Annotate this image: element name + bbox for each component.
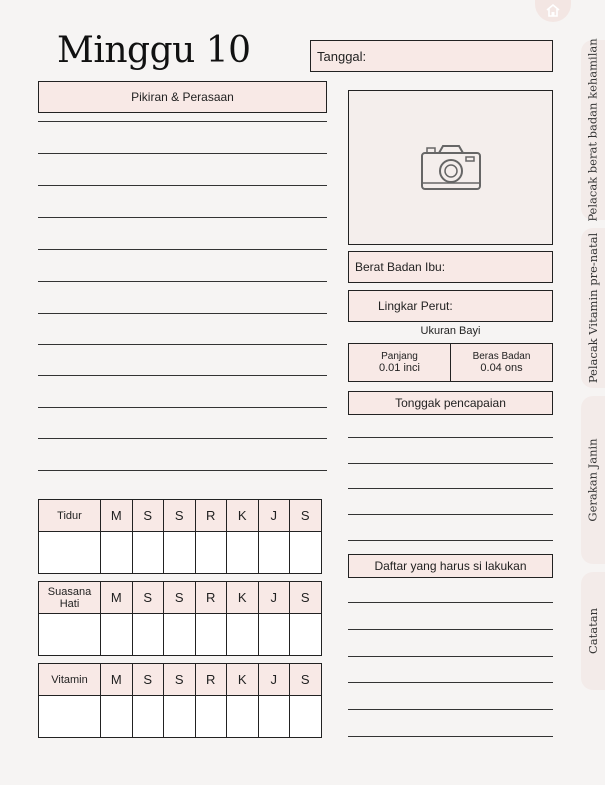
tab-label: Pelacak berat badan kehamilan	[586, 38, 600, 222]
tracker-name: Vitamin	[39, 664, 101, 696]
baby-weight-value: 0.04 ons	[480, 362, 523, 374]
vitamin-tracker	[38, 663, 322, 738]
writing-line	[348, 540, 553, 541]
mood-tracker	[38, 581, 322, 656]
writing-line	[348, 602, 553, 603]
writing-line	[38, 281, 327, 282]
thoughts-header	[38, 81, 327, 113]
writing-line	[38, 153, 327, 154]
tracker-cell[interactable]	[132, 614, 164, 656]
tracker-cell[interactable]	[164, 696, 196, 738]
tracker-cell[interactable]	[195, 532, 227, 574]
tracker-cell[interactable]	[132, 532, 164, 574]
writing-line	[348, 437, 553, 438]
writing-line	[38, 121, 327, 122]
tab-vitamin-tracker[interactable]	[581, 228, 605, 388]
day-label: M	[101, 582, 133, 614]
tracker-cell[interactable]	[258, 532, 290, 574]
writing-line	[38, 249, 327, 250]
tracker-cell[interactable]	[39, 696, 101, 738]
writing-line	[348, 463, 553, 464]
tracker-cell[interactable]	[290, 614, 322, 656]
writing-line	[348, 709, 553, 710]
day-label: S	[164, 582, 196, 614]
day-label: S	[290, 582, 322, 614]
writing-line	[38, 407, 327, 408]
tab-weight-tracker[interactable]	[581, 40, 605, 220]
writing-line	[348, 736, 553, 737]
baby-weight-label: Beras Badan	[472, 351, 531, 362]
writing-line	[38, 375, 327, 376]
day-label: K	[227, 500, 259, 532]
tracker-cell[interactable]	[290, 696, 322, 738]
tracker-cell[interactable]	[290, 532, 322, 574]
tracker-cell[interactable]	[101, 614, 133, 656]
day-label: K	[227, 582, 259, 614]
tracker-cell[interactable]	[258, 696, 290, 738]
day-label: R	[195, 664, 227, 696]
date-field[interactable]	[310, 40, 553, 72]
tracker-cell[interactable]	[132, 696, 164, 738]
tracker-cell[interactable]	[227, 532, 259, 574]
writing-line	[348, 682, 553, 683]
tracker-cell[interactable]	[195, 696, 227, 738]
day-label: K	[227, 664, 259, 696]
writing-line	[38, 438, 327, 439]
day-label: M	[101, 500, 133, 532]
writing-line	[38, 470, 327, 471]
day-label: S	[290, 500, 322, 532]
sleep-tracker	[38, 499, 322, 574]
mother-weight-field[interactable]	[348, 251, 553, 283]
tab-fetal-movement[interactable]	[581, 396, 605, 564]
tracker-cell[interactable]	[195, 614, 227, 656]
photo-box[interactable]	[348, 90, 553, 245]
side-tabs	[581, 0, 605, 785]
writing-line	[38, 344, 327, 345]
tracker-cell[interactable]	[227, 614, 259, 656]
writing-line	[348, 514, 553, 515]
tracker-cell[interactable]	[39, 532, 101, 574]
tracker-name: Tidur	[39, 500, 101, 532]
writing-line	[348, 656, 553, 657]
writing-line	[38, 217, 327, 218]
tracker-cell[interactable]	[101, 532, 133, 574]
day-label: J	[258, 500, 290, 532]
tracker-cell[interactable]	[164, 532, 196, 574]
tracker-cell[interactable]	[227, 696, 259, 738]
day-label: M	[101, 664, 133, 696]
tab-label: Gerakan Janin	[586, 438, 601, 522]
belly-label: Lingkar Perut:	[378, 299, 453, 313]
baby-weight-cell	[451, 344, 552, 381]
day-label: R	[195, 582, 227, 614]
belly-field[interactable]	[348, 290, 553, 322]
day-label: R	[195, 500, 227, 532]
tracker-cell[interactable]	[101, 696, 133, 738]
tab-label: Catatan	[586, 607, 600, 655]
baby-length-value: 0.01 inci	[379, 362, 420, 374]
day-label: S	[164, 500, 196, 532]
thoughts-label: Pikiran & Perasaan	[131, 90, 234, 104]
page-title: Minggu 10	[57, 30, 251, 71]
tab-label: Pelacak Vitamin pre-natal	[586, 232, 601, 384]
milestones-label: Tonggak pencapaian	[395, 396, 506, 410]
milestones-header	[348, 391, 553, 415]
day-label: S	[132, 582, 164, 614]
baby-size-label: Ukuran Bayi	[420, 325, 481, 337]
day-label: S	[132, 664, 164, 696]
tracker-cell[interactable]	[258, 614, 290, 656]
day-label: S	[132, 500, 164, 532]
writing-line	[38, 313, 327, 314]
tracker-name: Suasana Hati	[39, 582, 101, 614]
tracker-cell[interactable]	[164, 614, 196, 656]
day-label: S	[290, 664, 322, 696]
baby-size-box	[348, 343, 553, 382]
date-label: Tanggal:	[317, 48, 367, 64]
baby-length-label: Panjang	[381, 351, 418, 362]
writing-line	[38, 185, 327, 186]
day-label: J	[258, 582, 290, 614]
writing-line	[348, 488, 553, 489]
day-label: S	[164, 664, 196, 696]
todo-header	[348, 554, 553, 578]
writing-line	[348, 629, 553, 630]
home-icon	[545, 3, 561, 17]
home-button[interactable]	[535, 0, 571, 22]
todo-label: Daftar yang harus si lakukan	[374, 559, 527, 573]
mother-weight-label: Berat Badan Ibu:	[355, 260, 446, 274]
day-label: J	[258, 664, 290, 696]
camera-icon	[419, 143, 483, 193]
tab-notes[interactable]	[581, 572, 605, 690]
baby-length-cell	[349, 344, 451, 381]
tracker-cell[interactable]	[39, 614, 101, 656]
